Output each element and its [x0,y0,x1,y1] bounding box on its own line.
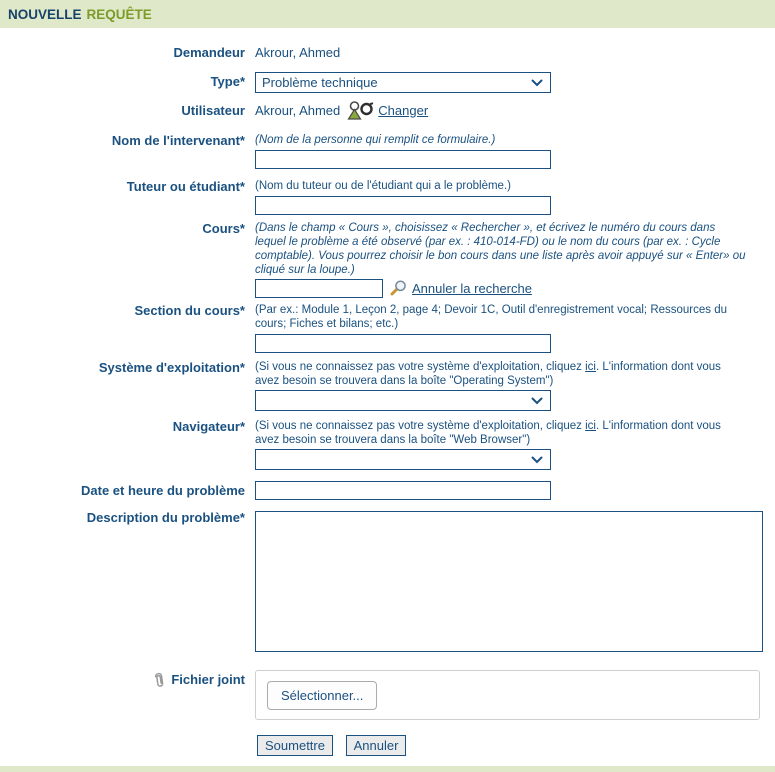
demandeur-label: Demandeur [173,45,245,60]
page-title-word1: NOUVELLE [8,6,82,22]
description-textarea[interactable] [255,511,763,652]
change-user-icon [346,100,374,121]
change-user-link[interactable]: Changer [378,102,429,118]
intervenant-hint: (Nom de la personne qui remplit ce formulaire.) [255,134,496,146]
navigateur-hint-text: (Si vous ne connaissez pas votre système d'exploitation, cliquez [255,420,586,432]
navigateur-hint-text-after: . L'information dont vous avez besoin se trouvera dans la boîte "Web Browser") [255,420,721,446]
os-label: Système d'exploitation* [98,360,245,375]
section-input[interactable] [255,334,551,353]
fichier-label: Fichier joint [171,671,245,687]
file-select-button[interactable]: Sélectionner... [267,681,377,710]
chevron-down-icon [531,397,543,405]
chevron-down-icon [531,456,543,464]
row-date [0,480,775,500]
cancel-search-link[interactable]: Annuler la recherche [412,280,532,296]
page-header [0,0,775,28]
tuteur-hint: (Nom du tuteur ou de l'étudiant qui a le problème.) [255,180,511,192]
navigateur-help-link[interactable]: ici [585,420,596,432]
cours-label: Cours* [202,221,245,236]
navigateur-select[interactable] [255,449,551,470]
row-tuteur [0,179,775,215]
row-cours [0,221,775,298]
date-input[interactable] [255,481,551,500]
row-intervenant [0,133,775,169]
tuteur-label: Tuteur ou étudiant* [126,179,245,194]
row-type [0,71,775,93]
footer-bar [0,766,775,772]
row-section [0,303,775,353]
intervenant-input[interactable] [255,150,551,169]
submit-button[interactable]: Soumettre [257,735,333,756]
os-hint-text: (Si vous ne connaissez pas votre système d'exploitation, cliquez [255,361,586,373]
cours-input[interactable] [255,279,383,298]
row-description [0,510,775,656]
page-title-word2: REQUÊTE [86,6,152,22]
tuteur-input[interactable] [255,196,551,215]
paperclip-icon [151,669,168,690]
description-label: Description du problème* [86,510,245,525]
os-help-link[interactable]: ici [585,361,596,373]
demandeur-value: Akrour, Ahmed [255,45,341,60]
row-fichier-joint [0,670,775,720]
row-os [0,360,775,411]
row-utilisateur [0,100,775,121]
type-label: Type* [210,74,245,89]
form-actions [0,735,775,756]
fichier-label-cell [0,670,245,693]
cours-hint: (Dans le champ « Cours », choisissez « Rechercher », et écrivez le numéro du cours dans lequel le problème a été observé (par ex. : 410-014-FD) ou le nom du cours (par ex. : Cycle comptable). Vous pourrez choisir le bon cours dans une liste après avoir appuyé sur « Enter» ou cliqué sur la loupe.) [255,222,746,276]
chevron-down-icon [531,79,543,87]
cancel-button[interactable]: Annuler [346,735,407,756]
file-drop-area[interactable] [255,670,760,720]
intervenant-label: Nom de l'intervenant* [111,133,245,148]
navigateur-label: Navigateur* [172,419,245,434]
utilisateur-value: Akrour, Ahmed [255,102,341,118]
date-label: Date et heure du problème [81,483,245,498]
type-select[interactable] [255,72,551,93]
navigateur-hint [255,419,747,447]
utilisateur-label: Utilisateur [181,103,245,118]
request-form [0,28,775,756]
section-label: Section du cours* [134,303,245,318]
row-demandeur [0,45,775,61]
os-select[interactable] [255,390,551,411]
os-hint [255,360,747,388]
type-select-value: Problème technique [262,74,378,90]
search-icon[interactable] [389,280,407,297]
row-navigateur [0,419,775,470]
section-hint: (Par ex.: Module 1, Leçon 2, page 4; Devoir 1C, Outil d'enregistrement vocal; Ressources du cours; Fiches et bilans; etc.) [255,304,728,330]
os-hint-text-after: . L'information dont vous avez besoin se trouvera dans la boîte "Operating System") [255,361,721,387]
